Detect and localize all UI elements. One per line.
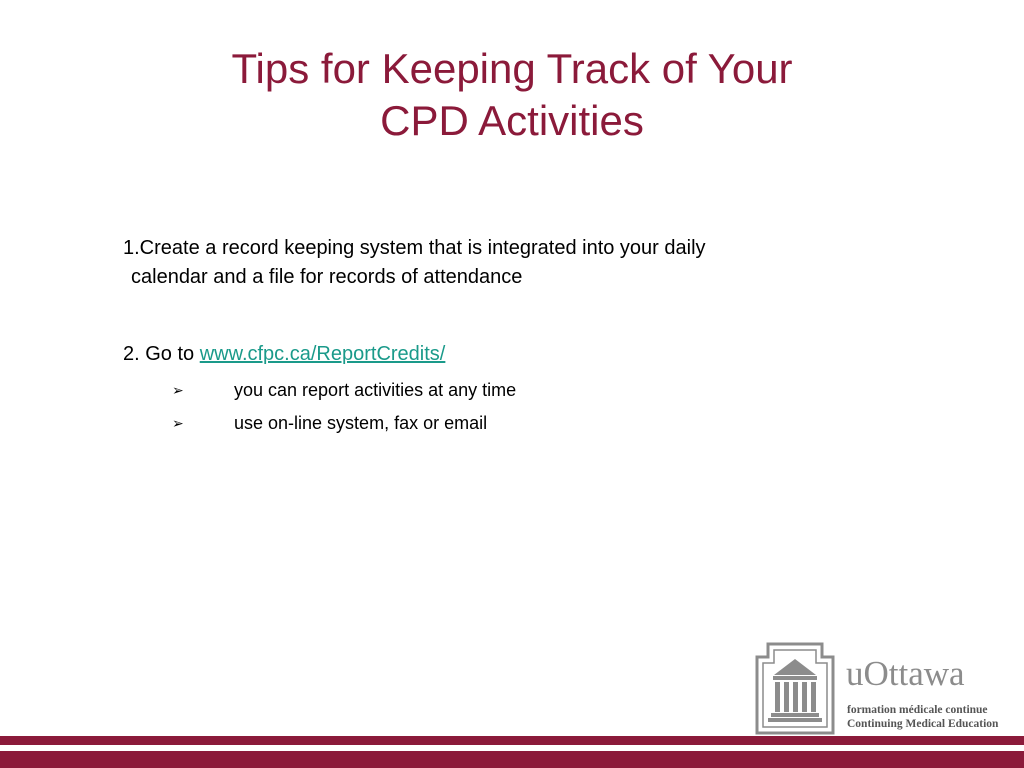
sub-bullet-text: use on-line system, fax or email [234,413,488,433]
university-building-icon [754,641,836,735]
slide-title [112,43,912,147]
footer-bar-bottom [0,751,1024,768]
sub-bullet-item [170,374,516,407]
sub-bullet-text: you can report activities at any time [234,380,517,400]
arrow-bullet-icon: ➢ [172,382,184,398]
list-item-2 [123,340,445,369]
logo-wordmark: uOttawa [846,654,965,693]
sub-bullet-item [170,407,516,440]
slide-title-line-2: CPD Activities [380,97,644,144]
list-item-2-prefix: 2. Go to [123,343,200,365]
uottawa-logo [754,641,1016,735]
slide-title-line-1: Tips for Keeping Track of Your [231,45,793,92]
footer-bar-top [0,736,1024,745]
report-credits-link[interactable]: www.cfpc.ca/ReportCredits/ [199,343,446,365]
logo-subtitle-en: Continuing Medical Education [847,718,999,730]
sub-bullet-list [170,374,516,440]
list-item-1-line-1: 1.Create a record keeping system that is integrated into your daily [123,237,706,259]
arrow-bullet-icon: ➢ [172,415,184,431]
list-item-1 [123,234,903,292]
list-item-1-line-2: calendar and a file for records of attendance [131,266,523,288]
logo-subtitle-fr: formation médicale continue [847,704,988,716]
